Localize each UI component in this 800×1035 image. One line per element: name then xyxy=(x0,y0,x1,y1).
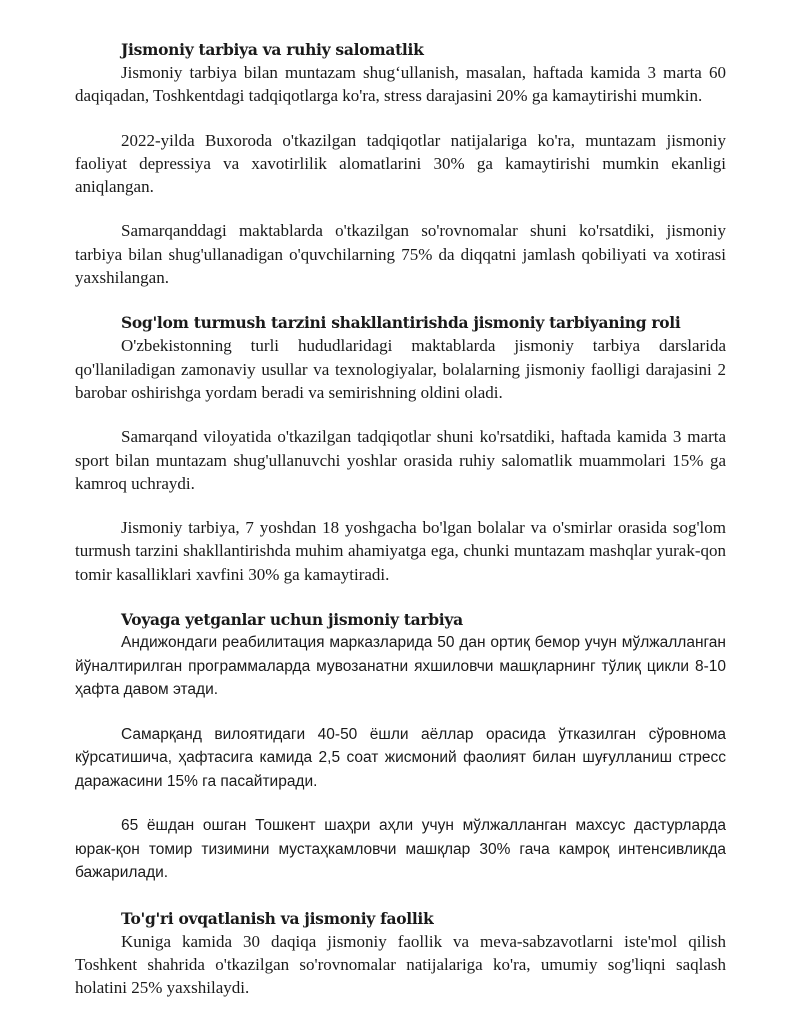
paragraph-modern-methods: O'zbekistonning turli hududlaridagi maktablarda jismoniy tarbiya darslarida qo'llaniladigan zamonaviy usullar va texnologiyalar, bolalarning jismoniy faolligi darajasini 2 barobar oshirishga yordam beradi va semirishning oldini oladi. xyxy=(75,336,726,402)
paragraph-tashkent-elderly: 65 ёшдан ошган Тошкент шаҳри аҳли учун мўлжалланган махсус дастурларда юрак-қон томир тизимини мустаҳкамловчи машқлар 30% гача камроқ интенсивликда бажарилади. xyxy=(75,817,726,882)
paragraph-daily-activity: Kuniga kamida 30 daqiqa jismoniy faollik va meva-sabzavotlarni iste'mol qilish Toshkent shahrida o'tkazilgan so'rovnomalar natijalariga ko'ra, umumiy sog'liqni saqlash holatini 25% yaxshilaydi. xyxy=(75,931,726,998)
paragraph-stress-tashkent: Jismoniy tarbiya bilan muntazam shug‘ullanish, masalan, haftada kamida 3 marta 60 daqiqadan, Toshkentdagi tadqiqotlarga ko'ra, stress darajasini 20% ga kamaytirishi mumkin. xyxy=(75,63,726,106)
paragraph-samarkand-youth: Samarqand viloyatida o'tkazilgan tadqiqotlar shuni ko'rsatdiki, haftada kamida 3 marta sport bilan muntazam shug'ullanuvchi yoshlar orasida ruhiy salomatlik muammolari 15% ga kamroq uchraydi. xyxy=(75,427,726,493)
section-heading-adults: Voyaga yetganlar uchun jismoniy tarbiya xyxy=(121,610,463,630)
document-page xyxy=(75,38,726,999)
section-heading-mental-health: Jismoniy tarbiya va ruhiy salomatlik xyxy=(121,40,424,59)
paragraph-children-lifestyle: Jismoniy tarbiya, 7 yoshdan 18 yoshgacha bo'lgan bolalar va o'smirlar orasida sog'lom turmush tarzini shakllantirishda muhim ahamiyatga ega, chunki muntazam mashqlar yurak-qon tomir kasalliklari xavfini 30% ga kamaytiradi. xyxy=(75,518,726,584)
section-heading-healthy-lifestyle: Sog'lom turmush tarzini shakllantirishda jismoniy tarbiyaning roli xyxy=(121,313,681,333)
paragraph-bukhara-study: 2022-yilda Buxoroda o'tkazilgan tadqiqotlar natijalariga ko'ra, muntazam jismoniy faoliyat depressiya va xavotirlilik alomatlarini 30% ga kamaytirishi mumkin ekanligi aniqlangan. xyxy=(75,130,726,197)
paragraph-samarkand-women: Самарқанд вилоятидаги 40-50 ёшли аёллар орасида ўтказилган сўровнома кўрсатишича, ҳафтасига камида 2,5 соат жисмоний фаолият билан шуғулланиш стресс даражасини 15% га пасайтиради. xyxy=(75,725,726,790)
paragraph-samarkand-schools: Samarqanddagi maktablarda o'tkazilgan so'rovnomalar shuni ko'rsatdiki, jismoniy tarbiya bilan shug'ullanadigan o'quvchilarning 75% da diqqatni jamlash qobiliyati va xotirasi yaxshilangan. xyxy=(75,221,726,288)
paragraph-andijan-rehab: Андижондаги реабилитация марказларида 50 дан ортиқ бемор учун мўлжалланган йўналтирилган программаларда мувозанатни яхшиловчи машқларнинг тўлиқ цикли 8-10 ҳафта давом этади. xyxy=(75,634,726,699)
section-heading-nutrition: To'g'ri ovqatlanish va jismoniy faollik xyxy=(121,908,434,928)
